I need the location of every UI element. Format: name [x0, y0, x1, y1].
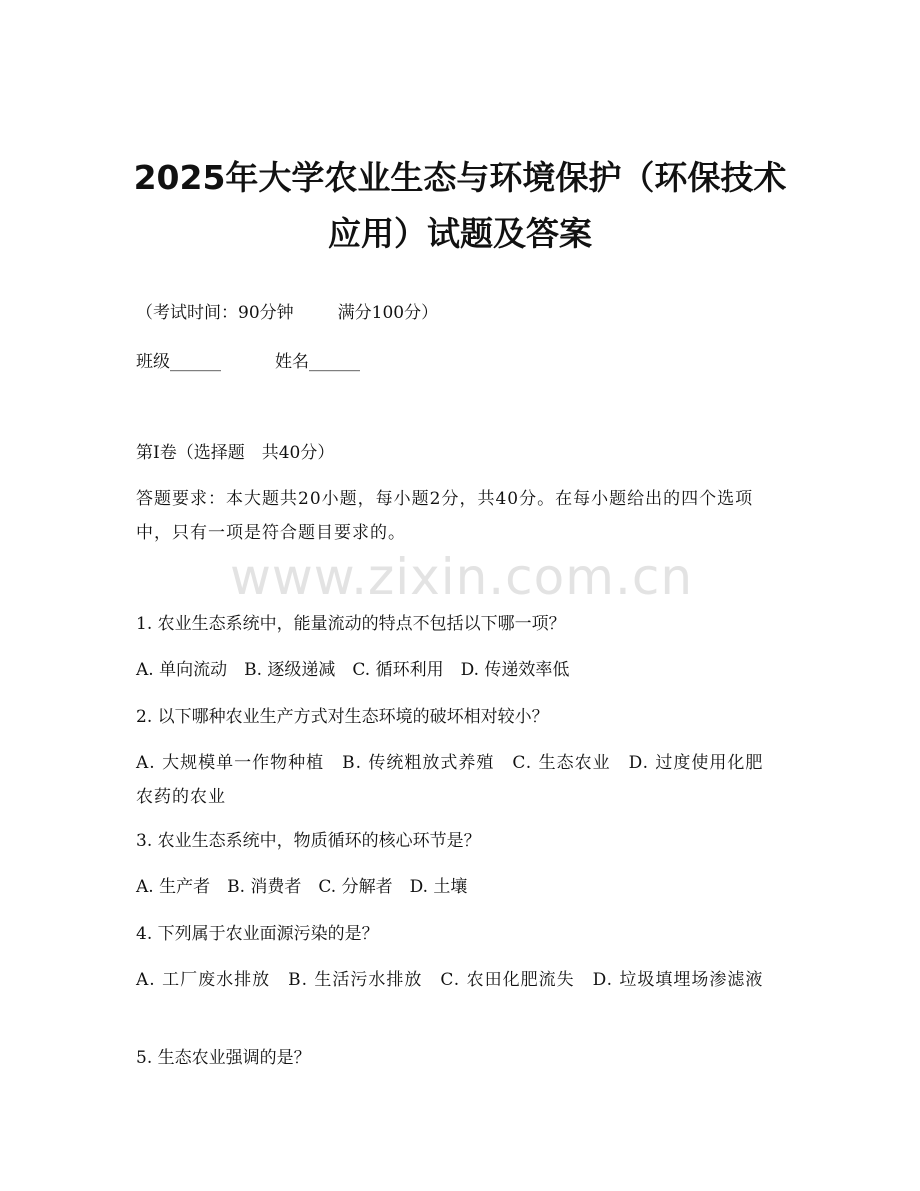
question-5-stem: 5. 生态农业强调的是？ [136, 1048, 311, 1068]
watermark: www.zixin.com.cn [230, 548, 694, 606]
document-title [0, 150, 920, 262]
section-heading: 第I卷（选择题 共40分） [136, 443, 335, 463]
answer-instructions: 答题要求：本大题共20小题，每小题2分，共40分。在每小题给出的四个选项中，只有一项是符合题目要求的。 [136, 489, 754, 543]
question-1-stem: 1. 农业生态系统中，能量流动的特点不包括以下哪一项？ [136, 614, 566, 634]
question-2-options: A. 大规模单一作物种植 B. 传统粗放式养殖 C. 生态农业 D. 过度使用化肥农药的农业 [136, 753, 764, 807]
exam-time: （考试时间：90分钟 [136, 303, 294, 323]
class-field: 班级______ [136, 352, 221, 372]
question-1-options: A. 单向流动 B. 逐级递减 C. 循环利用 D. 传递效率低 [136, 660, 570, 680]
name-field: 姓名______ [275, 352, 360, 372]
question-3-options: A. 生产者 B. 消费者 C. 分解者 D. 土壤 [136, 877, 468, 897]
question-4-stem: 4. 下列属于农业面源污染的是？ [136, 924, 379, 944]
title-line-2: 应用）试题及答案 [328, 214, 592, 253]
question-3-stem: 3. 农业生态系统中，物质循环的核心环节是？ [136, 831, 481, 851]
exam-info [136, 296, 438, 330]
title-line-1: 2025年大学农业生态与环境保护（环保技术 [133, 158, 787, 197]
question-4-options: A. 工厂废水排放 B. 生活污水排放 C. 农田化肥流失 D. 垃圾填埋场渗滤液 [136, 970, 764, 990]
full-score: 满分100分） [337, 303, 439, 323]
student-info [136, 345, 360, 379]
question-2-stem: 2. 以下哪种农业生产方式对生态环境的破坏相对较小？ [136, 707, 549, 727]
